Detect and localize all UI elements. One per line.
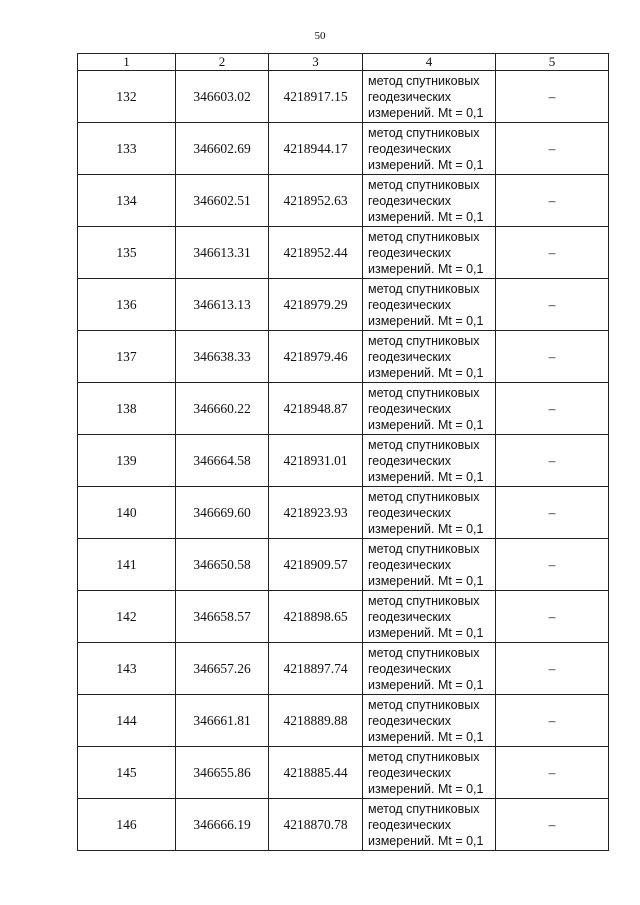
method-line: метод спутниковых	[368, 229, 480, 244]
y-coordinate-cell: 4218952.44	[269, 227, 363, 279]
method-cell	[363, 71, 496, 123]
y-coordinate-cell: 4218897.74	[269, 643, 363, 695]
method-line: метод спутниковых	[368, 333, 480, 348]
method-line: геодезических	[368, 349, 452, 364]
method-cell	[363, 643, 496, 695]
y-coordinate-cell: 4218952.63	[269, 175, 363, 227]
point-number-cell: 133	[78, 123, 176, 175]
point-number-cell: 132	[78, 71, 176, 123]
note-cell: –	[496, 695, 609, 747]
method-line: геодезических	[368, 609, 452, 624]
note-cell: –	[496, 539, 609, 591]
method-line: геодезических	[368, 141, 452, 156]
method-line: измерений. Mt = 0,1	[368, 729, 484, 744]
header-col-3: 3	[269, 54, 363, 71]
table-body	[78, 71, 609, 851]
x-coordinate-cell: 346613.13	[176, 279, 269, 331]
x-coordinate-cell: 346650.58	[176, 539, 269, 591]
table-row	[78, 695, 609, 747]
note-cell: –	[496, 487, 609, 539]
y-coordinate-cell: 4218923.93	[269, 487, 363, 539]
method-line: измерений. Mt = 0,1	[368, 833, 484, 848]
y-coordinate-cell: 4218909.57	[269, 539, 363, 591]
y-coordinate-cell: 4218948.87	[269, 383, 363, 435]
method-line: метод спутниковых	[368, 593, 480, 608]
point-number-cell: 143	[78, 643, 176, 695]
note-cell: –	[496, 123, 609, 175]
table-row	[78, 747, 609, 799]
y-coordinate-cell: 4218944.17	[269, 123, 363, 175]
method-line: геодезических	[368, 505, 452, 520]
table-row	[78, 591, 609, 643]
table-row	[78, 539, 609, 591]
method-line: метод спутниковых	[368, 541, 480, 556]
method-cell	[363, 747, 496, 799]
x-coordinate-cell: 346666.19	[176, 799, 269, 851]
method-line: геодезических	[368, 817, 452, 832]
x-coordinate-cell: 346658.57	[176, 591, 269, 643]
table-row	[78, 435, 609, 487]
y-coordinate-cell: 4218979.46	[269, 331, 363, 383]
method-line: измерений. Mt = 0,1	[368, 469, 484, 484]
table-row	[78, 383, 609, 435]
y-coordinate-cell: 4218889.88	[269, 695, 363, 747]
note-cell: –	[496, 643, 609, 695]
method-line: измерений. Mt = 0,1	[368, 781, 484, 796]
y-coordinate-cell: 4218898.65	[269, 591, 363, 643]
x-coordinate-cell: 346613.31	[176, 227, 269, 279]
table-row	[78, 175, 609, 227]
page-number: 50	[314, 30, 326, 42]
x-coordinate-cell: 346638.33	[176, 331, 269, 383]
point-number-cell: 138	[78, 383, 176, 435]
note-cell: –	[496, 383, 609, 435]
method-line: метод спутниковых	[368, 125, 480, 140]
point-number-cell: 141	[78, 539, 176, 591]
method-cell	[363, 175, 496, 227]
method-line: метод спутниковых	[368, 801, 480, 816]
method-line: измерений. Mt = 0,1	[368, 625, 484, 640]
method-line: метод спутниковых	[368, 645, 480, 660]
method-line: измерений. Mt = 0,1	[368, 365, 484, 380]
method-line: метод спутниковых	[368, 437, 480, 452]
method-line: измерений. Mt = 0,1	[368, 157, 484, 172]
x-coordinate-cell: 346661.81	[176, 695, 269, 747]
point-number-cell: 145	[78, 747, 176, 799]
table-row	[78, 123, 609, 175]
method-line: метод спутниковых	[368, 749, 480, 764]
y-coordinate-cell: 4218931.01	[269, 435, 363, 487]
method-cell	[363, 799, 496, 851]
method-line: измерений. Mt = 0,1	[368, 521, 484, 536]
note-cell: –	[496, 331, 609, 383]
method-line: метод спутниковых	[368, 489, 480, 504]
method-cell	[363, 487, 496, 539]
method-line: измерений. Mt = 0,1	[368, 261, 484, 276]
header-col-5: 5	[496, 54, 609, 71]
x-coordinate-cell: 346657.26	[176, 643, 269, 695]
method-line: измерений. Mt = 0,1	[368, 573, 484, 588]
method-line: геодезических	[368, 297, 452, 312]
method-line: метод спутниковых	[368, 281, 480, 296]
method-cell	[363, 331, 496, 383]
method-line: измерений. Mt = 0,1	[368, 313, 484, 328]
method-cell	[363, 591, 496, 643]
method-line: метод спутниковых	[368, 385, 480, 400]
y-coordinate-cell: 4218917.15	[269, 71, 363, 123]
y-coordinate-cell: 4218979.29	[269, 279, 363, 331]
point-number-cell: 142	[78, 591, 176, 643]
note-cell: –	[496, 799, 609, 851]
method-cell	[363, 383, 496, 435]
method-line: метод спутниковых	[368, 697, 480, 712]
table-row	[78, 643, 609, 695]
x-coordinate-cell: 346655.86	[176, 747, 269, 799]
x-coordinate-cell: 346602.69	[176, 123, 269, 175]
method-line: геодезических	[368, 765, 452, 780]
x-coordinate-cell: 346669.60	[176, 487, 269, 539]
note-cell: –	[496, 279, 609, 331]
method-line: геодезических	[368, 401, 452, 416]
table-row	[78, 227, 609, 279]
header-col-4: 4	[363, 54, 496, 71]
table-row	[78, 71, 609, 123]
note-cell: –	[496, 175, 609, 227]
table-row	[78, 331, 609, 383]
method-cell	[363, 695, 496, 747]
x-coordinate-cell: 346602.51	[176, 175, 269, 227]
method-cell	[363, 279, 496, 331]
note-cell: –	[496, 747, 609, 799]
point-number-cell: 137	[78, 331, 176, 383]
table-row	[78, 279, 609, 331]
method-line: метод спутниковых	[368, 177, 480, 192]
y-coordinate-cell: 4218885.44	[269, 747, 363, 799]
x-coordinate-cell: 346603.02	[176, 71, 269, 123]
y-coordinate-cell: 4218870.78	[269, 799, 363, 851]
coordinates-table	[77, 53, 609, 851]
point-number-cell: 140	[78, 487, 176, 539]
header-col-1: 1	[78, 54, 176, 71]
point-number-cell: 146	[78, 799, 176, 851]
point-number-cell: 136	[78, 279, 176, 331]
point-number-cell: 144	[78, 695, 176, 747]
method-cell	[363, 539, 496, 591]
method-line: геодезических	[368, 661, 452, 676]
method-line: измерений. Mt = 0,1	[368, 677, 484, 692]
header-col-2: 2	[176, 54, 269, 71]
table-row	[78, 799, 609, 851]
point-number-cell: 139	[78, 435, 176, 487]
method-line: геодезических	[368, 245, 452, 260]
method-line: метод спутниковых	[368, 73, 480, 88]
x-coordinate-cell: 346660.22	[176, 383, 269, 435]
note-cell: –	[496, 71, 609, 123]
table-row	[78, 487, 609, 539]
method-line: геодезических	[368, 193, 452, 208]
x-coordinate-cell: 346664.58	[176, 435, 269, 487]
point-number-cell: 134	[78, 175, 176, 227]
note-cell: –	[496, 591, 609, 643]
method-line: геодезических	[368, 557, 452, 572]
method-line: геодезических	[368, 713, 452, 728]
header-row	[78, 54, 609, 71]
method-cell	[363, 435, 496, 487]
method-line: измерений. Mt = 0,1	[368, 105, 484, 120]
point-number-cell: 135	[78, 227, 176, 279]
method-line: измерений. Mt = 0,1	[368, 417, 484, 432]
note-cell: –	[496, 227, 609, 279]
method-cell	[363, 123, 496, 175]
method-line: геодезических	[368, 89, 452, 104]
method-line: геодезических	[368, 453, 452, 468]
note-cell: –	[496, 435, 609, 487]
method-cell	[363, 227, 496, 279]
method-line: измерений. Mt = 0,1	[368, 209, 484, 224]
